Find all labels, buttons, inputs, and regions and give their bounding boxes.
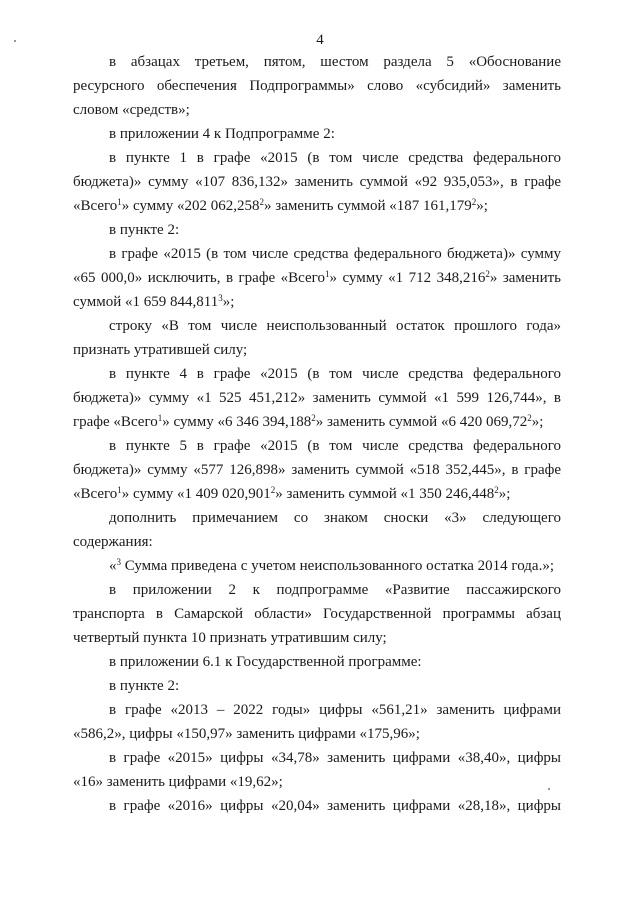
text-line	[73, 50, 561, 74]
text-segment: «Всего	[73, 486, 118, 502]
text-line	[73, 386, 561, 410]
text-segment: в графе «2015» цифры «34,78» заменить цифрами «38,40», цифры	[109, 750, 561, 766]
footnote-mark: 3	[116, 557, 121, 567]
text-line	[73, 458, 561, 482]
text-segment: в пункте 2:	[109, 222, 180, 238]
text-segment: в приложении 2 к подпрограмме «Развитие пассажирского	[109, 582, 561, 598]
text-segment: » заменить	[489, 270, 561, 286]
text-segment: ресурсного обеспечения Подпрограммы» слово «субсидий» заменить	[73, 78, 561, 94]
text-segment: в приложении 4 к Подпрограмме 2:	[109, 126, 335, 142]
text-segment: » сумму «1 409 020,901	[121, 486, 271, 502]
text-line	[73, 410, 561, 434]
text-segment: «586,2», цифры «150,97» заменить цифрами «175,96»;	[73, 726, 420, 742]
text-segment: в пункте 4 в графе «2015 (в том числе средства федерального	[109, 366, 561, 382]
text-line	[73, 482, 561, 506]
text-line	[73, 626, 561, 650]
text-line	[73, 674, 561, 698]
text-line	[73, 74, 561, 98]
text-segment: словом «средств»;	[73, 102, 190, 118]
text-segment: «	[109, 558, 117, 574]
text-segment: » заменить суммой «187 161,179	[264, 198, 472, 214]
text-segment: графе «Всего	[73, 414, 158, 430]
footnote-mark: 3	[218, 293, 223, 303]
text-line	[73, 722, 561, 746]
footnote-mark: 1	[117, 485, 122, 495]
text-segment: содержания:	[73, 534, 153, 550]
text-line	[73, 650, 561, 674]
text-segment: в пункте 1 в графе «2015 (в том числе средства федерального	[109, 150, 561, 166]
text-segment: в пункте 5 в графе «2015 (в том числе средства федерального	[109, 438, 561, 454]
text-line	[73, 434, 561, 458]
text-line	[73, 266, 561, 290]
text-segment: » сумму «1 712 348,216	[329, 270, 486, 286]
text-segment: » заменить суммой «6 420 069,72	[315, 414, 528, 430]
text-segment: бюджета)» сумму «577 126,898» заменить суммой «518 352,445», в графе	[73, 462, 561, 478]
text-segment: дополнить примечанием со знаком сноски «3» следующего	[109, 510, 561, 526]
text-line	[73, 218, 561, 242]
text-segment: «16» заменить цифрами «19,62»;	[73, 774, 283, 790]
text-segment: суммой «1 659 844,811	[73, 294, 219, 310]
text-segment: » заменить суммой «1 350 246,448	[275, 486, 495, 502]
text-line	[73, 194, 561, 218]
text-line	[73, 338, 561, 362]
document-body	[73, 50, 561, 818]
text-segment: » сумму «6 346 394,188	[162, 414, 312, 430]
text-line	[73, 578, 561, 602]
text-line	[73, 122, 561, 146]
footnote-mark: 2	[311, 413, 316, 423]
text-segment: »;	[498, 486, 511, 502]
text-segment: в графе «2013 – 2022 годы» цифры «561,21» заменить цифрами	[109, 702, 561, 718]
footnote-mark: 2	[485, 269, 490, 279]
footnote-mark: 2	[270, 485, 276, 495]
text-line	[73, 746, 561, 770]
text-segment: строку «В том числе неиспользованный остаток прошлого года»	[109, 318, 561, 334]
text-line	[73, 770, 561, 794]
text-line	[73, 506, 561, 530]
text-line	[73, 290, 561, 314]
scan-speck	[14, 40, 16, 42]
text-line	[73, 530, 561, 554]
text-line	[73, 362, 561, 386]
footnote-mark: 1	[117, 197, 122, 207]
text-segment: бюджета)» сумму «107 836,132» заменить суммой «92 935,053», в графе	[73, 174, 561, 190]
footnote-mark: 2	[527, 413, 532, 423]
text-line	[73, 242, 561, 266]
text-segment: в графе «2016» цифры «20,04» заменить цифрами «28,18», цифры	[109, 798, 561, 814]
footnote-mark: 1	[157, 413, 163, 423]
text-segment: «65 000,0» исключить, в графе «Всего	[73, 270, 325, 286]
text-segment: в абзацах третьем, пятом, шестом раздела 5 «Обоснование	[109, 54, 561, 70]
text-segment: » сумму «202 062,258	[121, 198, 260, 214]
text-segment: бюджета)» сумму «1 525 451,212» заменить суммой «1 599 126,744», в	[73, 390, 561, 406]
text-segment: «Всего	[73, 198, 118, 214]
text-segment: Сумма приведена с учетом неиспользованного остатка 2014 года.»;	[121, 558, 554, 574]
text-segment: »;	[222, 294, 235, 310]
text-line	[73, 98, 561, 122]
text-segment: »;	[476, 198, 488, 214]
text-line	[73, 170, 561, 194]
text-segment: признать утратившей силу;	[73, 342, 248, 358]
text-segment: в пункте 2:	[109, 678, 180, 694]
text-segment: в графе «2015 (в том числе средства федерального бюджета)» сумму	[109, 246, 561, 262]
text-segment: »;	[531, 414, 544, 430]
text-line	[73, 554, 561, 578]
text-line	[73, 314, 561, 338]
text-segment: в приложении 6.1 к Государственной программе:	[109, 654, 422, 670]
text-segment: транспорта в Самарской области» Государственной программы абзац	[73, 606, 561, 622]
footnote-mark: 1	[324, 269, 330, 279]
footnote-mark: 2	[259, 197, 265, 207]
text-segment: четвертый пункта 10 признать утратившим силу;	[73, 630, 387, 646]
text-line	[73, 698, 561, 722]
footnote-mark: 2	[494, 485, 499, 495]
text-line	[73, 146, 561, 170]
page-number: 4	[316, 32, 324, 48]
text-line	[73, 602, 561, 626]
footnote-mark: 2	[471, 197, 477, 207]
scan-speck	[548, 788, 550, 790]
text-line	[73, 794, 561, 818]
